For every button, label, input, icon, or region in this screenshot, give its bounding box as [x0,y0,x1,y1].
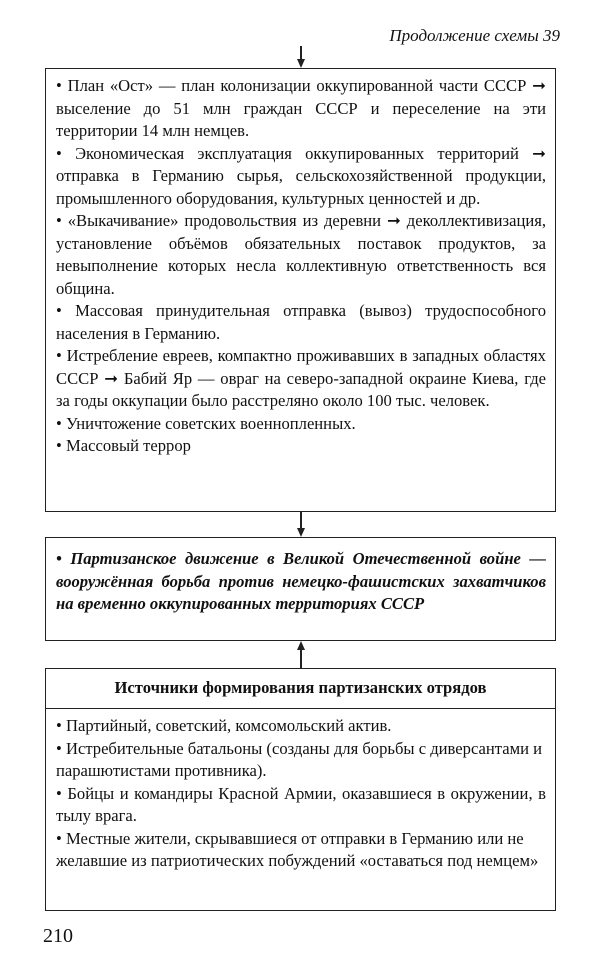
list-item: • Массовая принудительная отправка (вывоз) трудоспособного населения в Германию. [56,300,546,345]
list-item: • План «Ост» — план колонизации оккупированной части СССР ➞ выселение до 51 млн граждан СССР и переселение на эти территории 14 млн немцев. [56,75,546,143]
list-item: • Истребительные батальоны (созданы для борьбы с диверсантами и парашютистами противника). [56,738,546,783]
page-number: 210 [43,925,73,947]
arrow-up [297,641,305,668]
partisan-sources-box [45,668,556,911]
list-item: • Местные жители, скрывавшиеся от отправки в Германию или не желавшие из патриотических побуждений «оставаться под немцем» [56,828,546,873]
arrow-down-middle [297,512,305,537]
list-item: • Партийный, советский, комсомольский актив. [56,715,546,738]
list-item: • Истребление евреев, компактно проживавших в западных областях СССР ➞ Бабий Яр — овраг на северо-западной окраине Киева, где за годы оккупации было расстреляно около 100 тыс. человек. [56,345,546,413]
arrow-down-top [297,46,305,68]
list-item: • Уничтожение советских военнопленных. [56,413,546,436]
partisan-definition-box [45,537,556,641]
definition-text: • Партизанское движение в Великой Отечественной войне — вооружённая борьба против немецко-фашистских захватчиков на временно оккупированных территориях СССР [56,548,546,616]
list-item: • Массовый террор [56,435,546,458]
sources-title: Источники формирования партизанских отрядов [46,669,555,709]
occupation-policy-box [45,68,556,512]
list-item: • «Выкачивание» продовольствия из деревни ➞ деколлективизация, установление объёмов обязательных поставок продуктов, за невыполнение которых несла коллективную ответственность вся община. [56,210,546,300]
continuation-label: Продолжение схемы 39 [389,26,560,45]
list-item: • Экономическая эксплуатация оккупированных территорий ➞ отправка в Германию сырья, сельскохозяйственной продукции, промышленного оборудования, культурных ценностей и др. [56,143,546,211]
list-item: • Бойцы и командиры Красной Армии, оказавшиеся в окружении, в тылу врага. [56,783,546,828]
